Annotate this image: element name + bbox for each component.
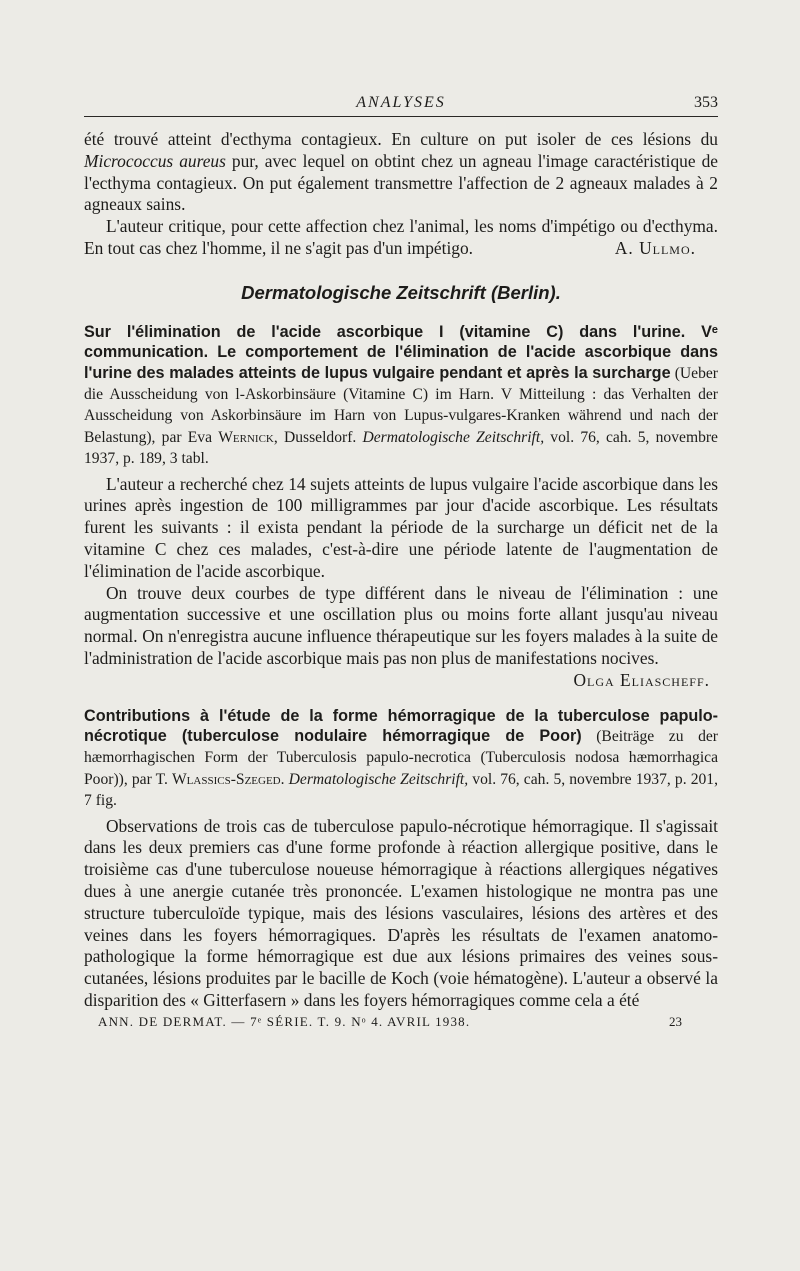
article-1-paragraph-2: On trouve deux courbes de type différent dans le niveau de l'élimination : une augmentation successive et une oscillation plus ou moins forte allant jusqu'au niveau normal. On n'enregistra aucune influence thérapeutique sur les foyers malades à la suite de l'administration de l'acide ascorbique mais pas non plus de manifestations nocives.: [84, 582, 718, 668]
article-2-heading: [84, 706, 718, 812]
page-footer: [84, 1014, 718, 1032]
footer-citation: ANN. DE DERMAT. — 7ᵉ SÉRIE. T. 9. Nᵒ 4. AVRIL 1938.: [98, 1013, 471, 1029]
article-1-reference: (Ueber die Ausscheidung von l-Askorbinsäure (Vitamine C) im Harn. V Mitteilung : das Verhalten der Ausscheidung von Askorbinsäure im Harn von Lupus-vulgares-Kranken während und nach der Belastung), par Eva Wernick, Dusseldorf. Dermatologische Zeitschrift, vol. 76, cah. 5, novembre 1937, p. 189, 3 tabl.: [84, 364, 718, 468]
article-1-heading: [84, 322, 718, 470]
page-number: 353: [694, 94, 718, 111]
article-1-paragraph-1: L'auteur a recherché chez 14 sujets atteints de lupus vulgaire l'acide ascorbique dans les urines après ingestion de 100 milligrammes par jour d'acide ascorbique. Les résultats furent les suivants : il exista pendant la période de la surcharge un déficit net de la vitamine C chez ces malades, c'est-à-dire une période latente de l'augmentation de l'élimination de l'acide ascorbique.: [84, 473, 718, 581]
signature-eliascheff: Olga Eliascheff.: [573, 669, 710, 690]
running-title: ANALYSES: [356, 94, 446, 111]
running-head: [84, 92, 718, 117]
article-2-paragraph-1: Observations de trois cas de tuberculose papulo-nécrotique hémorragique. Il s'agissait dans les deux premiers cas d'une forme profonde à réaction allergique positive, dans le troisième cas d'une tuberculose noueuse hémorragique à réactions allergiques négatives dues à une anergie cutanée très prononcée. L'examen histologique ne montra pas une structure tuberculoïde typique, mais des lésions vasculaires, lésions des artères et des veines dans les foyers hémorragiques. D'après les résultats de l'examen anatomo-pathologique la forme hémorragique est due aux lésions primaires des veines sous-cutanées, lésions produites par le bacille de Koch (voie hématogène). L'auteur a observé la disparition des « Gitterfasern » dans les foyers hémorragiques comme cela a été: [84, 815, 718, 1010]
footer-signature-number: 23: [669, 1013, 682, 1029]
prev-article-paragraph-1: été trouvé atteint d'ecthyma contagieux. En culture on put isoler de ces lésions du Micrococcus aureus pur, avec lequel on obtint chez un agneau l'image caractéristique de l'ecthyma contagieux. On put également transmettre l'affection de 2 agneaux malades à 2 agneaux sains.: [84, 129, 718, 215]
prev-article-paragraph-2: L'auteur critique, pour cette affection chez l'animal, les noms d'impétigo ou d'ecthyma. En tout cas chez l'homme, il ne s'agit pas d'un impétigo. A. Ullmo.: [84, 216, 718, 258]
article-2-title: Contributions à l'étude de la forme hémorragique de la tuberculose papulo-nécrotique (tuberculose nodulaire hémorragique de Poor): [84, 706, 718, 745]
article-2-reference: (Beiträge zu der hæmorrhagischen Form der Tuberculosis papulo-necrotica (Tuberculosis nodosa hæmorrhagica Poor)), par T. Wlassics-Szeged. Dermatologische Zeitschrift, vol. 76, cah. 5, novembre 1937, p. 201, 7 fig.: [84, 728, 718, 810]
article-1-title: Sur l'élimination de l'acide ascorbique I (vitamine C) dans l'urine. Vᵉ communication. Le comportement de l'élimination de l'acide ascorbique dans l'urine des malades atteints de lupus vulgaire pendant et après la surcharge: [84, 322, 718, 382]
signature-ullmo: A. Ullmo.: [614, 237, 696, 258]
page: [84, 92, 718, 1032]
organism-name: Micrococcus aureus: [84, 150, 226, 171]
journal-heading: Dermatologische Zeitschrift (Berlin).: [241, 281, 561, 303]
